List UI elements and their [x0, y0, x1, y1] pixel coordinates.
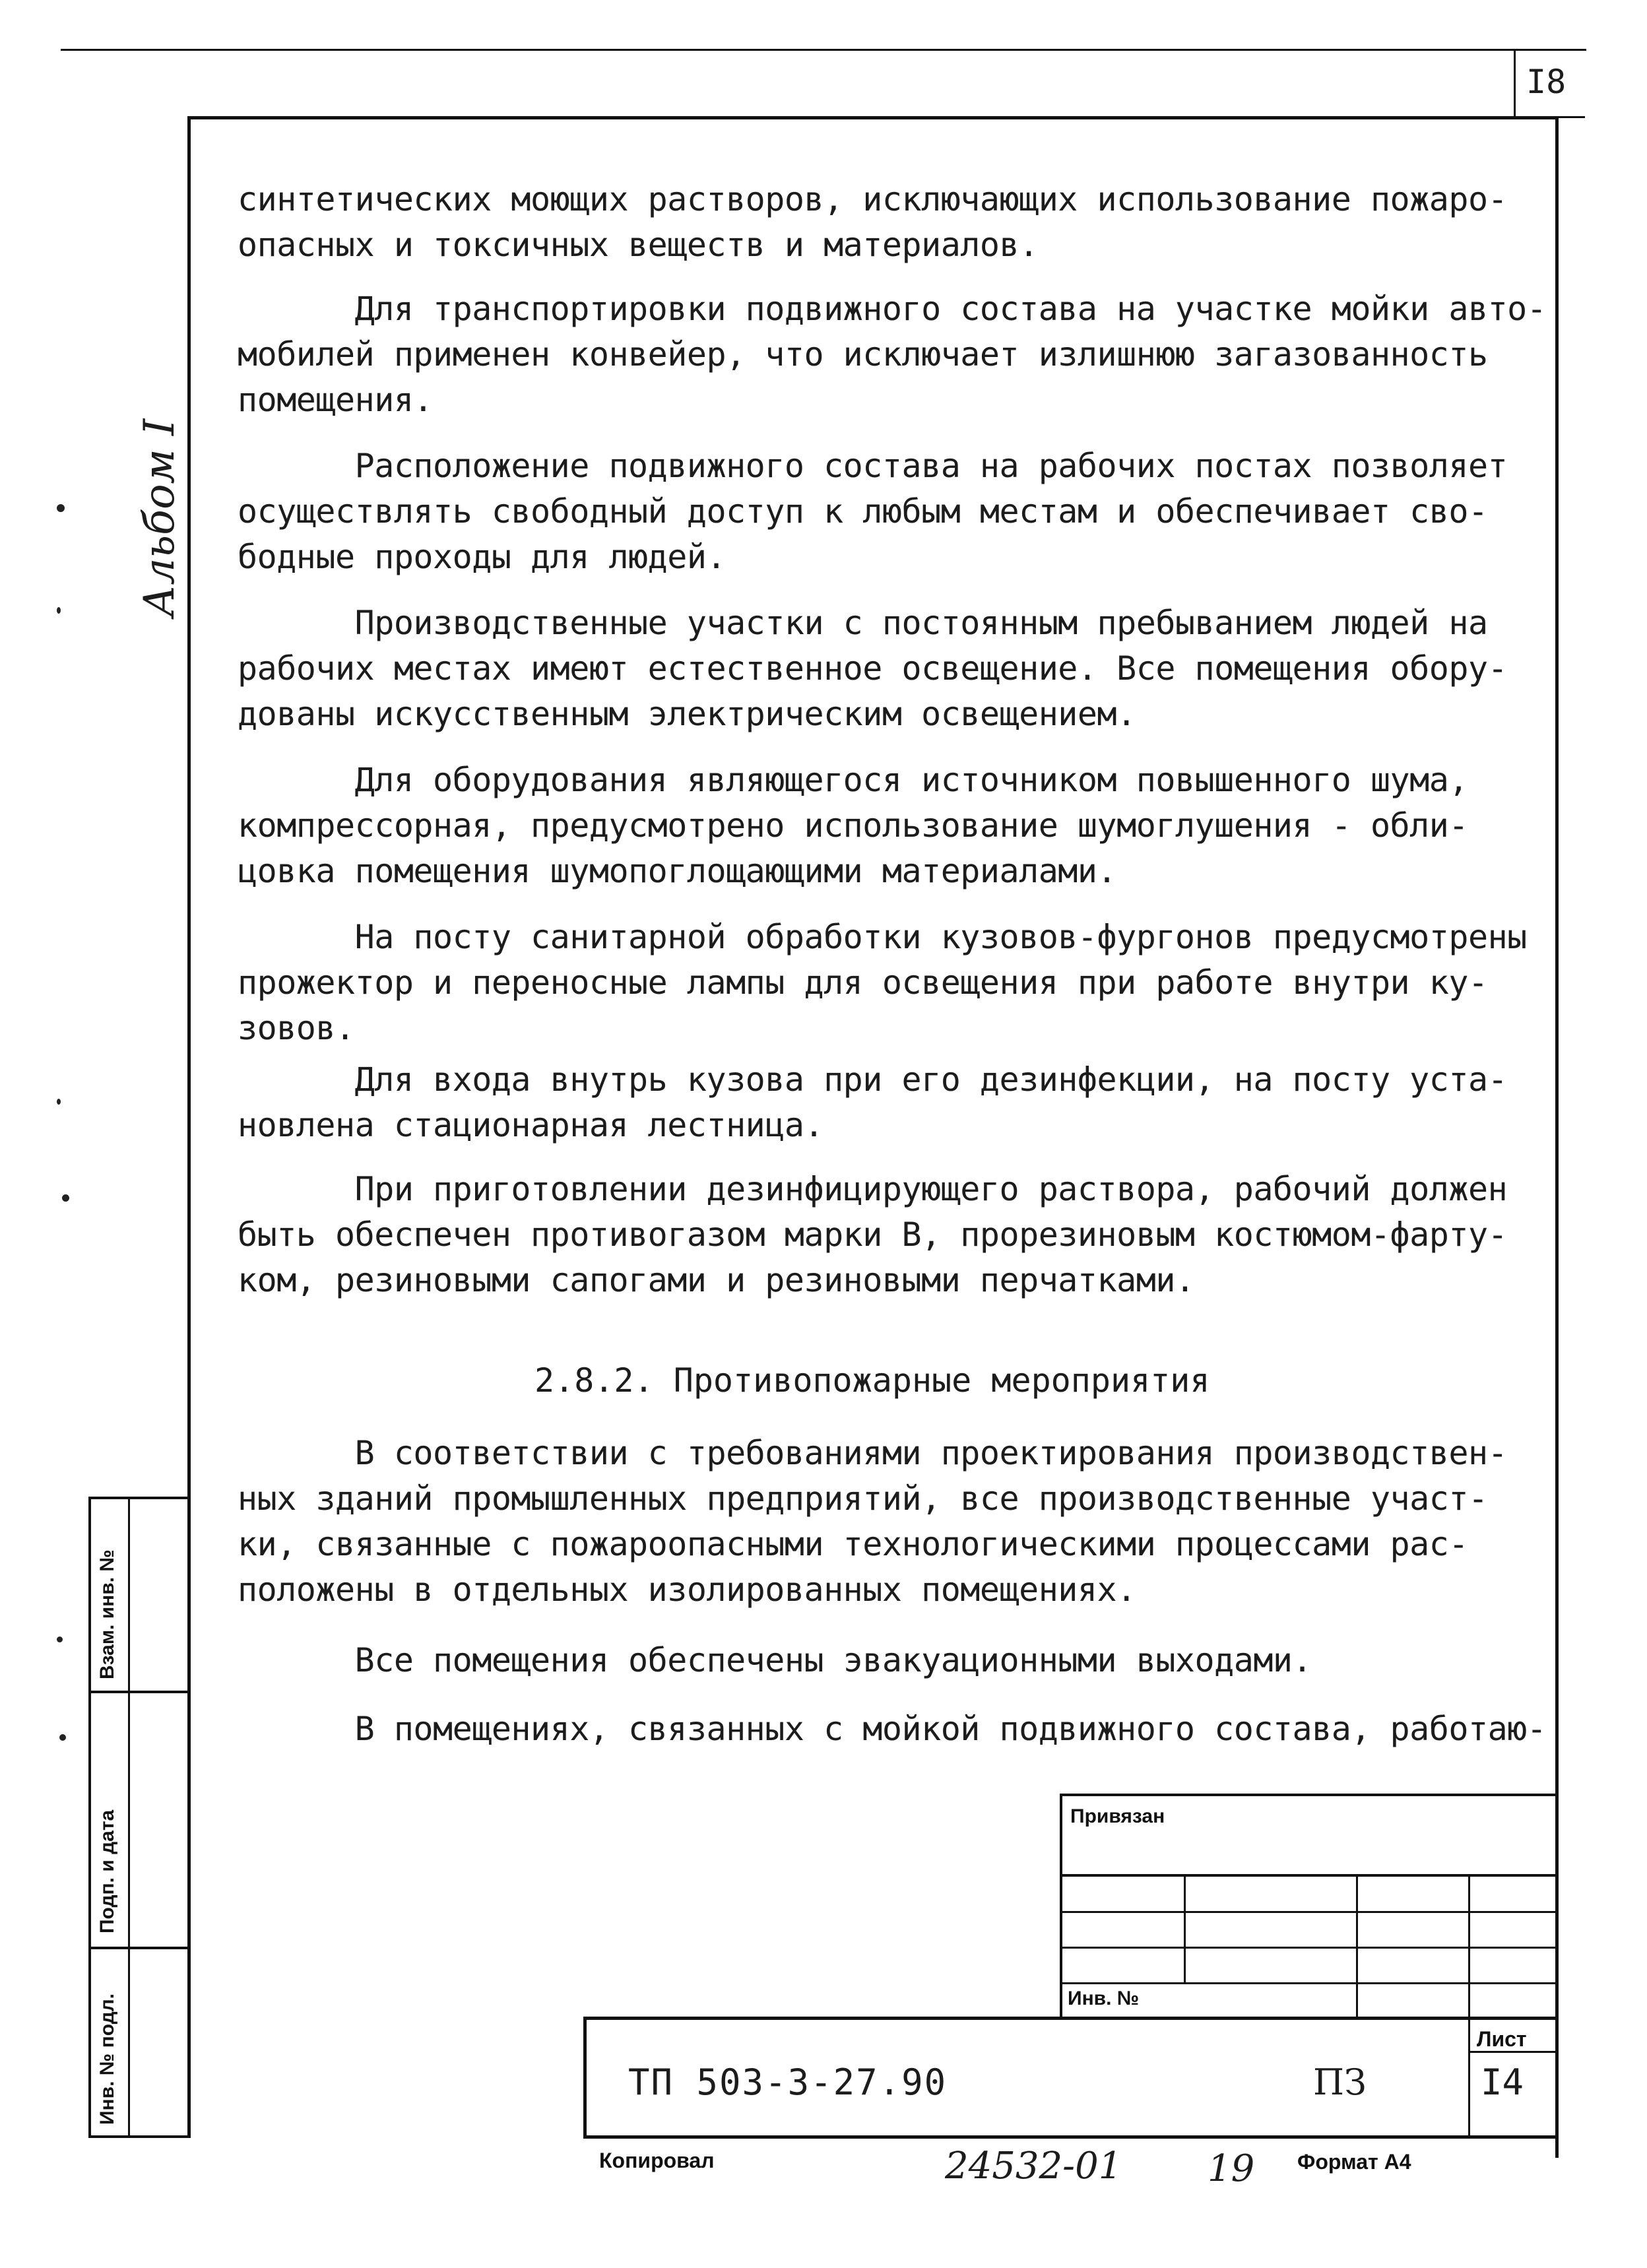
page-number: I8 — [1526, 63, 1566, 101]
frame-top — [187, 116, 1559, 119]
doc-code: ТП 503-3-27.90 — [628, 2061, 948, 2103]
section-heading: 2.8.2. Противопожарные мероприятия — [534, 1361, 1210, 1400]
paragraph-6: На посту санитарной обработки кузовов-фургонов предусмотрены прожектор и переносные лампы для освещения при работе внутри ку- зовов. — [238, 918, 1527, 1047]
privyazan-label: Привязан — [1070, 1805, 1165, 1827]
margin-dot — [57, 504, 65, 512]
paragraph-11: В помещениях, связанных с мойкой подвижного состава, работаю- — [238, 1710, 1547, 1748]
top-rule — [61, 49, 1586, 51]
margin-note-album: Альбом I — [135, 418, 184, 617]
format-label: Формат А4 — [1297, 2150, 1411, 2174]
paragraph-8: При приготовлении дезинфицирующего раствора, рабочий должен быть обеспечен противогазом марки В, прорезиновым костюмом-фарту- ком, резиновыми сапогами и резиновыми перчатками. — [238, 1170, 1508, 1299]
order-number: 24532-01 — [945, 2145, 1122, 2187]
paragraph-4: Производственные участки с постоянным пребыванием людей на рабочих местах имеют естественное освещение. Все помещения обору- дованы искусственным электрическим освещением. — [238, 604, 1508, 733]
paragraph-1: синтетических моющих растворов, исключающих использование пожаро- опасных и токсичных веществ и материалов. — [238, 180, 1508, 264]
paragraph-10: Все помещения обеспечены эвакуационными выходами. — [238, 1641, 1312, 1679]
margin-dot — [57, 607, 61, 614]
paragraph-7: Для входа внутрь кузова при его дезинфекции, на посту уста- новлена стационарная лестница. — [238, 1060, 1508, 1144]
paragraph-9: В соответствии с требованиями проектирования производствен- ных зданий промышленных предприятий, все производственные участ- ки, связанные с пожароопасными технологическими процессами рас- положены в отдельных изолированных помещениях. — [238, 1434, 1508, 1609]
margin-dot — [59, 1734, 66, 1741]
section-code: ПЗ — [1313, 2061, 1367, 2103]
kopiroval-label: Копировал — [599, 2149, 715, 2172]
paragraph-5: Для оборудования являющегося источником повышенного шума, компрессорная, предусмотрено использование шумоглушения - обли- цовка помещения шумопоглощающими материалами. — [238, 761, 1468, 890]
inv-no-label: Инв. № — [1068, 1988, 1140, 2009]
frame-left — [187, 116, 191, 2138]
paragraph-3: Расположение подвижного состава на рабочих постах позволяет осуществлять свободный доступ к любым местам и обеспечивает сво- бодные проходы для людей. — [238, 447, 1508, 576]
margin-dot — [57, 1099, 61, 1105]
margin-dot — [62, 1194, 69, 1202]
paragraph-2: Для транспортировки подвижного состава на участке мойки авто- мобилей применен конвейер, что исключает излишнюю загазованность помещения. — [238, 290, 1547, 419]
frame-right — [1555, 116, 1559, 2158]
sheet-label: Лист — [1477, 2027, 1527, 2051]
podp-data-label: Подп. и дата — [96, 1809, 118, 1933]
sheet-number: I4 — [1481, 2061, 1524, 2103]
inv-podl-label: Инв. № подл. — [96, 1993, 118, 2125]
vzam-inv-label: Взам. инв. № — [96, 1549, 118, 1679]
order-sheet: 19 — [1208, 2147, 1255, 2190]
margin-dot — [57, 1636, 63, 1642]
